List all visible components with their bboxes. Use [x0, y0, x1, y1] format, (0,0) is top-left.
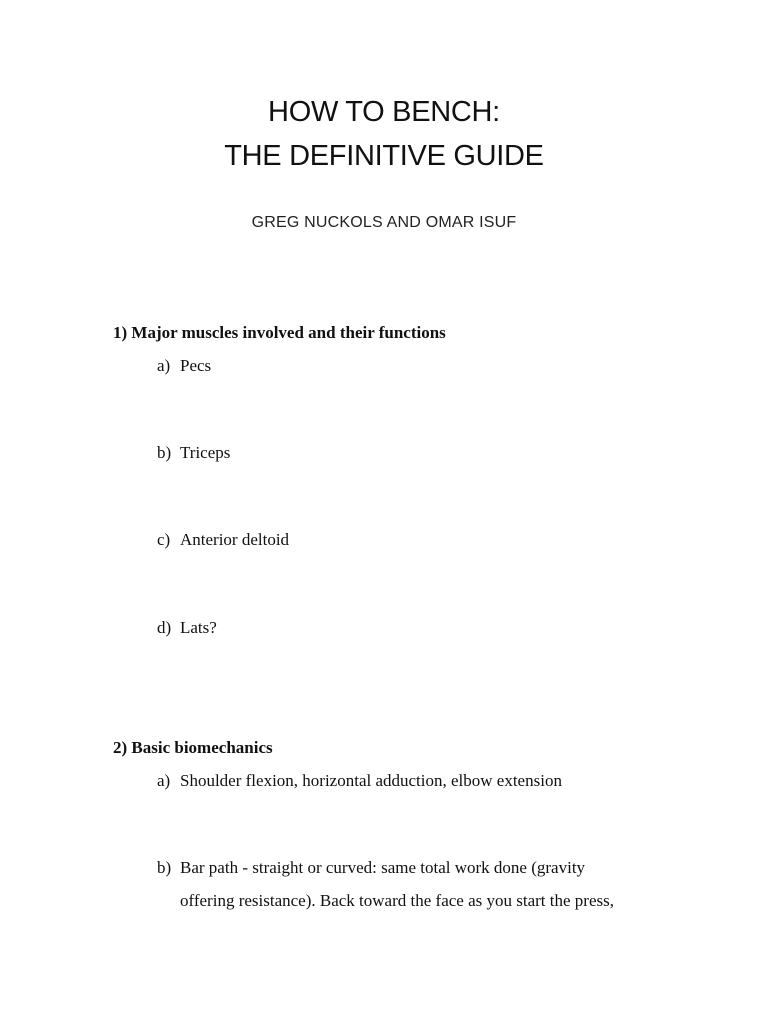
section-heading-muscles: 1) Major muscles involved and their functions: [113, 323, 446, 342]
list-marker: b): [157, 443, 172, 462]
list-marker: c): [157, 530, 171, 549]
list-item: [157, 529, 289, 551]
list-item-text: Pecs: [180, 356, 212, 375]
list-marker: b): [157, 858, 172, 877]
list-item: [157, 857, 585, 879]
list-item-text: Bar path - straight or curved: same total work done (gravity: [180, 858, 586, 877]
list-item-text: Lats?: [180, 618, 217, 637]
list-item-text: Triceps: [180, 443, 231, 462]
list-item: [157, 770, 562, 792]
list-marker: a): [157, 356, 171, 375]
section-heading-biomechanics: 2) Basic biomechanics: [113, 738, 273, 757]
list-marker: a): [157, 771, 171, 790]
list-item: [157, 355, 211, 377]
author-line: GREG NUCKOLS AND OMAR ISUF: [251, 214, 517, 231]
document-title-line-1: HOW TO BENCH:: [268, 96, 500, 128]
list-item-continuation: offering resistance). Back toward the face as you start the press,: [180, 891, 614, 910]
document-title-line-2: THE DEFINITIVE GUIDE: [224, 140, 544, 172]
list-item: [157, 617, 217, 639]
list-marker: d): [157, 618, 172, 637]
list-item: [157, 442, 230, 464]
list-item-text: Shoulder flexion, horizontal adduction, elbow extension: [180, 771, 562, 790]
list-item-text: Anterior deltoid: [180, 530, 290, 549]
